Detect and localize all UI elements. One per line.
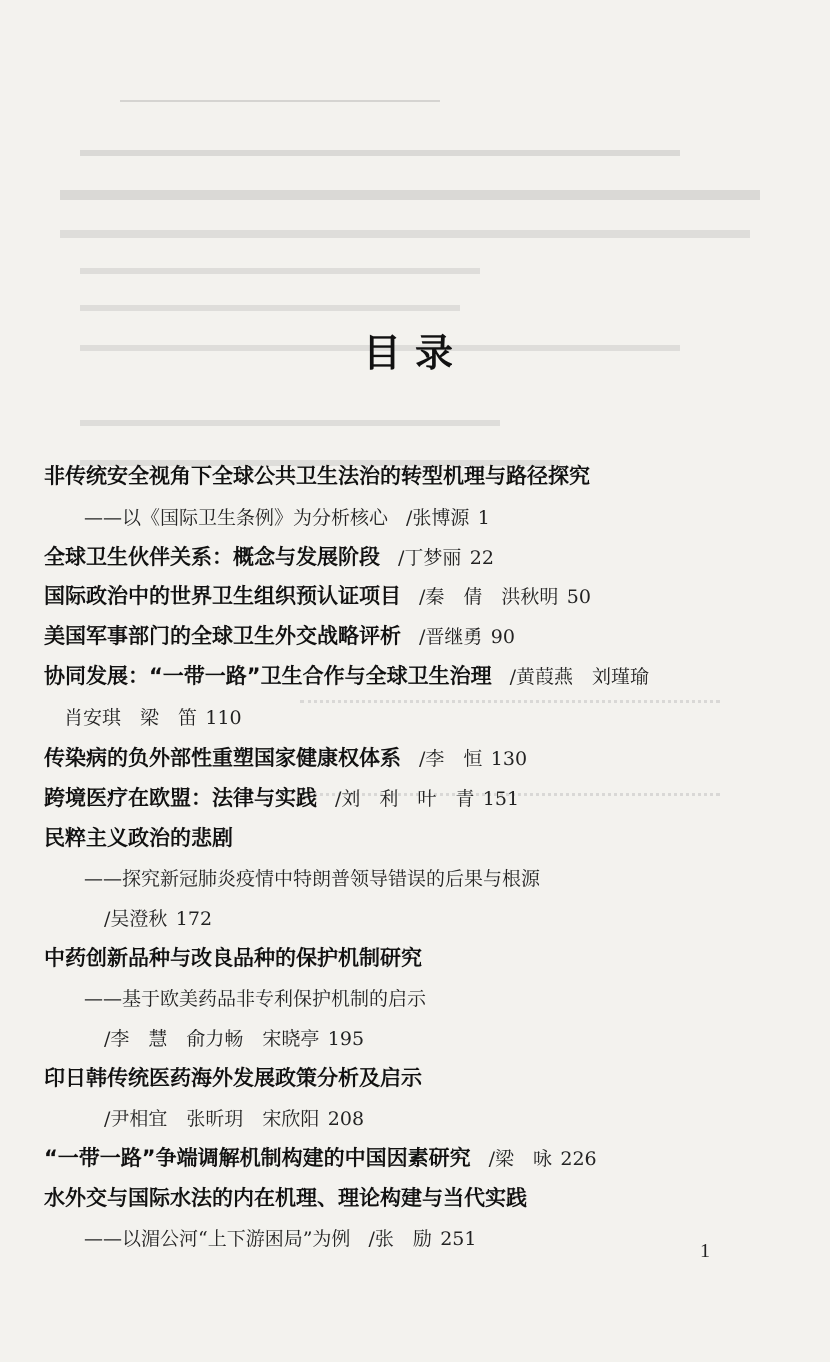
article-page: 1 [477, 507, 490, 529]
article-subtitle: ——探究新冠肺炎疫情中特朗普领导错误的后果与根源 [84, 868, 541, 890]
article-subtitle: ——以《国际卫生条例》为分析核心 [84, 507, 389, 529]
article-authors: /丁梦丽 [398, 547, 462, 569]
toc-entry-title [44, 462, 590, 490]
article-page: 172 [175, 908, 213, 930]
toc-entry-subtitle [84, 984, 426, 1013]
article-title: 中药创新品种与改良品种的保护机制研究 [44, 946, 422, 970]
article-authors: /李 慧 俞力畅 宋晓亭 [104, 1028, 320, 1050]
article-authors: /晋继勇 [419, 626, 483, 648]
article-authors: /尹相宜 张昕玥 宋欣阳 [104, 1108, 320, 1130]
toc-entry-title [44, 1064, 422, 1092]
article-page: 130 [490, 748, 528, 770]
toc-entry-title [44, 944, 422, 972]
article-page: 22 [469, 547, 494, 569]
article-authors-continued: 肖安琪 梁 笛 [64, 707, 198, 729]
article-title: “一带一路”争端调解机制构建的中国因素研究 [44, 1146, 471, 1170]
article-title: 全球卫生伙伴关系：概念与发展阶段 [44, 545, 380, 569]
toc-entry [44, 1144, 597, 1173]
toc-entry [44, 784, 519, 813]
article-subtitle: ——以湄公河“上下游困局”为例 [84, 1228, 351, 1250]
article-title: 印日韩传统医药海外发展政策分析及启示 [44, 1066, 422, 1090]
toc-entry-subtitle [84, 864, 540, 893]
toc-entry-byline [104, 904, 212, 933]
article-title: 跨境医疗在欧盟：法律与实践 [44, 786, 317, 810]
article-subtitle: ——基于欧美药品非专利保护机制的启示 [84, 988, 427, 1010]
article-title: 传染病的负外部性重塑国家健康权体系 [44, 746, 401, 770]
article-page: 151 [482, 788, 520, 810]
article-title: 美国军事部门的全球卫生外交战略评析 [44, 624, 401, 648]
article-authors: /刘 利 叶 青 [335, 788, 475, 810]
article-authors: /黄葭燕 刘瑾瑜 [509, 666, 650, 688]
article-page: 251 [440, 1228, 477, 1250]
article-page: 90 [490, 626, 515, 648]
article-title: 水外交与国际水法的内在机理、理论构建与当代实践 [44, 1186, 527, 1210]
article-title: 民粹主义政治的悲剧 [44, 826, 233, 850]
toc-entry-byline [64, 703, 242, 732]
article-title: 非传统安全视角下全球公共卫生法治的转型机理与路径探究 [44, 464, 590, 488]
article-authors: /秦 倩 洪秋明 [419, 586, 559, 608]
toc-entry-byline [84, 1224, 476, 1253]
toc-entry-byline [104, 1104, 364, 1133]
article-authors: /梁 咏 [488, 1148, 553, 1170]
toc-entry-byline [84, 503, 490, 532]
toc-entry-byline [104, 1024, 364, 1053]
toc-entry [44, 744, 527, 773]
toc-entry [44, 622, 515, 651]
article-page: 195 [327, 1028, 365, 1050]
toc-entry-title [44, 824, 233, 852]
article-title: 协同发展：“一带一路”卫生合作与全球卫生治理 [44, 664, 492, 688]
article-authors: /张博源 [406, 507, 470, 529]
toc-entry-title [44, 1184, 527, 1212]
page-number: 1 [700, 1240, 710, 1262]
article-authors: /李 恒 [419, 748, 483, 770]
toc-entry [44, 543, 494, 572]
article-authors: /张 励 [368, 1228, 432, 1250]
page-title: 目录 [362, 331, 467, 375]
article-page: 50 [566, 586, 591, 608]
article-page: 208 [327, 1108, 365, 1130]
toc-entry [44, 582, 591, 611]
article-page: 110 [205, 707, 242, 729]
article-authors: /吴澄秋 [104, 908, 168, 930]
toc-entry [44, 662, 649, 691]
article-title: 国际政治中的世界卫生组织预认证项目 [44, 584, 401, 608]
article-page: 226 [560, 1148, 597, 1170]
